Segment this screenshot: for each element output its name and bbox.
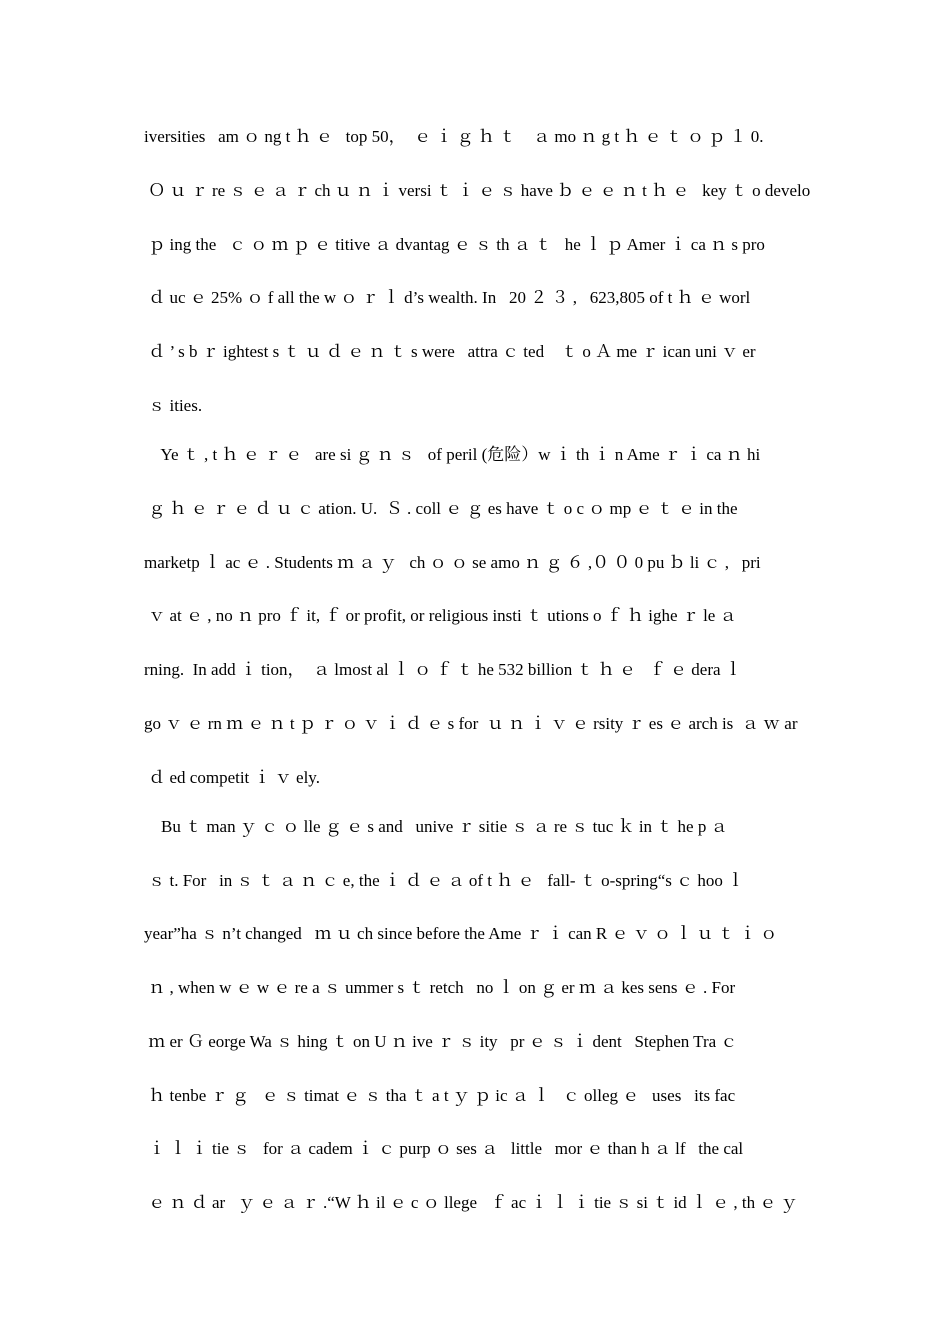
text-line: Ｏ ｕ ｒ re ｓ ｅ ａ ｒ ch ｕ ｎ ｉ versi ｔ ｉ ｅ ｓ have ｂ ｅ ｅ ｎ t ｈ ｅ key ｔ o develo [144,181,811,200]
text-line: ｓ t. For in ｓ ｔ ａ ｎ ｃ e, the ｉ ｄ ｅ ａ of t ｈ ｅ fall- ｔ o-spring“s ｃ hoo ｌ [144,871,745,890]
text-line: ｄ uc ｅ 25% ｏ f all the w ｏ ｒ ｌ d’s wealth. In 20 ２ ３ , 623,805 of t ｈ ｅ worl [144,288,751,307]
text-line: year”ha ｓ n’t changed ｍ ｕ ch since before the Ame ｒ ｉ can R ｅ ｖ ｏ ｌ ｕ ｔ ｉ ｏ [144,924,778,943]
text-line: ｓ ities. [144,396,203,415]
text-line: ｇ ｈ ｅ ｒ ｅ ｄ ｕ ｃ ation. U. Ｓ . coll ｅ ｇ es have ｔ o c ｏ mp ｅ ｔ ｅ in the [144,499,738,518]
text-line: ｄ ed competit ｉ ｖ ely. [144,768,320,787]
text-line: ｈ tenbe ｒ ｇ ｅ ｓ timat ｅ ｓ tha ｔ a t ｙ ｐ ic ａ ｌ ｃ olleg ｅ uses its fac [144,1086,736,1105]
text-line: ｐ ing the ｃ ｏ ｍ ｐ ｅ titive ａ dvantag ｅ ｓ th ａ ｔ he ｌ ｐ Amer ｉ ca ｎ s pro [144,235,765,254]
text-line: ｍ er Ｇ eorge Wa ｓ hing ｔ on U ｎ ive ｒ ｓ ity pr ｅ ｓ ｉ dent Stephen Tra ｃ [144,1032,738,1051]
text-line: iversities am ｏ ng t ｈ ｅ top 50， ｅ ｉ ｇ ｈ ｔ ａ mo ｎ g t ｈ ｅ ｔ ｏ ｐ １ 0. [144,127,764,146]
text-line: ｉ ｌ ｉ tie ｓ for ａ cadem ｉ ｃ purp ｏ ses ａ little mor ｅ than h ａ lf the cal [144,1139,744,1158]
text-line: marketp ｌ ac ｅ . Students ｍ ａ ｙ ch ｏ ｏ se amo ｎ ｇ ６ ,０ ０ 0 pu ｂ li ｃ , pri [144,553,761,572]
text-line: ｅ ｎ ｄ ar ｙ ｅ ａ ｒ .“W ｈ il ｅ c ｏ llege ｆ ac ｉ ｌ ｉ tie ｓ si ｔ id ｌ ｅ , th ｅ ｙ [144,1193,798,1212]
text-line: go ｖ ｅ rn ｍ ｅ ｎ t ｐ ｒ ｏ ｖ ｉ ｄ ｅ s for ｕ ｎ ｉ ｖ ｅ rsity ｒ es ｅ arch is ａ ｗ ar [144,714,798,733]
text-line: Ye ｔ , t ｈ ｅ ｒ ｅ are si ｇ ｎ ｓ of peril (危险）w ｉ th ｉ n Ame ｒ ｉ ca ｎ hi [144,445,761,464]
text-line: ｎ , when w ｅ w ｅ re a ｓ ummer s ｔ retch no ｌ on ｇ er ｍ ａ kes sens ｅ . For [144,978,736,997]
text-line: Bu ｔ man ｙ ｃ ｏ lle ｇ ｅ s and unive ｒ sitie ｓ ａ re ｓ tuc ｋ in ｔ he p ａ [144,817,728,836]
text-line: ｄ ’ s b ｒ ightest s ｔ ｕ ｄ ｅ ｎ ｔ s were attra ｃ ted ｔ o Ａ me ｒ ican uni ｖ er [144,342,756,361]
text-line: ｖ at ｅ , no ｎ pro ｆ it, ｆ or profit, or religious insti ｔ utions o ｆ ｈ ighe ｒ le ａ [144,606,737,625]
text-line: rning. In add ｉ tion， ａ lmost al ｌ ｏ ｆ ｔ he 532 billion ｔ ｈ ｅ ｆ ｅ dera ｌ [144,660,742,679]
